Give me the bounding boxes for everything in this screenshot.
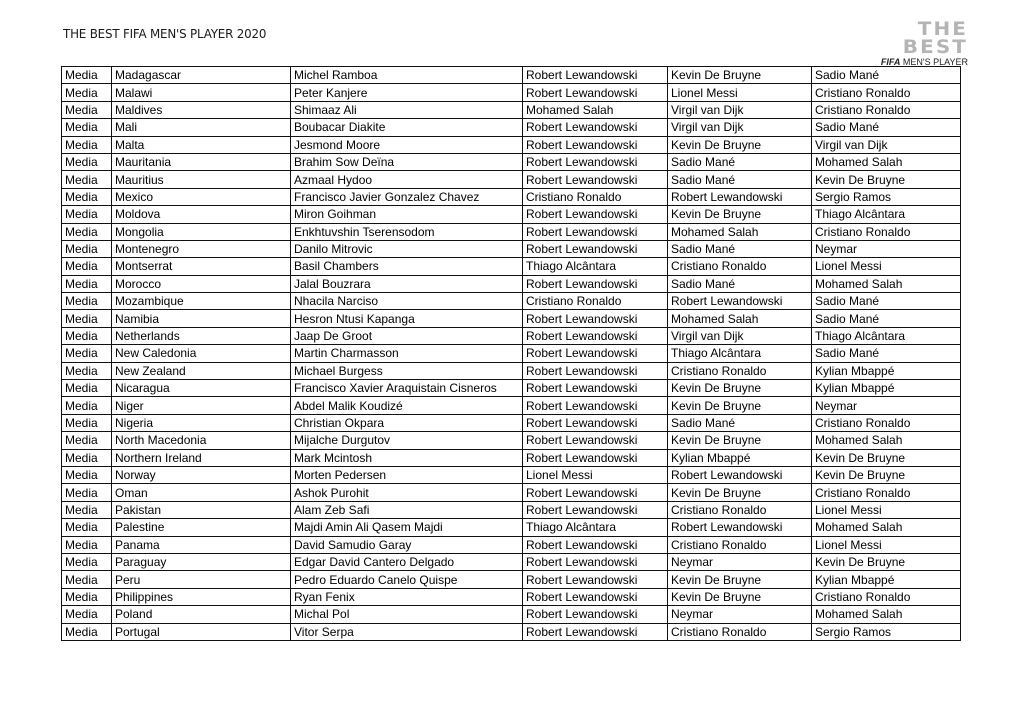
third-choice-cell: Sadio Mané <box>812 310 961 327</box>
voter-cell: David Samudio Garay <box>291 536 523 553</box>
first-choice-cell: Robert Lewandowski <box>523 136 668 153</box>
category-cell: Media <box>62 153 112 170</box>
category-cell: Media <box>62 223 112 240</box>
third-choice-cell: Thiago Alcântara <box>812 206 961 223</box>
third-choice-cell: Cristiano Ronaldo <box>812 84 961 101</box>
second-choice-cell: Kylian Mbappé <box>668 449 812 466</box>
second-choice-cell: Virgil van Dijk <box>668 327 812 344</box>
voter-cell: Mijalche Durgutov <box>291 432 523 449</box>
second-choice-cell: Sadio Mané <box>668 240 812 257</box>
category-cell: Media <box>62 588 112 605</box>
second-choice-cell: Virgil van Dijk <box>668 101 812 118</box>
third-choice-cell: Lionel Messi <box>812 501 961 518</box>
country-cell: Poland <box>112 606 291 623</box>
voter-cell: Jesmond Moore <box>291 136 523 153</box>
first-choice-cell: Thiago Alcântara <box>523 519 668 536</box>
second-choice-cell: Robert Lewandowski <box>668 293 812 310</box>
table-row <box>62 362 961 379</box>
third-choice-cell: Neymar <box>812 397 961 414</box>
table-row <box>62 223 961 240</box>
table-row <box>62 310 961 327</box>
second-choice-cell: Thiago Alcântara <box>668 345 812 362</box>
first-choice-cell: Cristiano Ronaldo <box>523 293 668 310</box>
third-choice-cell: Lionel Messi <box>812 258 961 275</box>
second-choice-cell: Kevin De Bruyne <box>668 571 812 588</box>
voter-cell: Nhacila Narciso <box>291 293 523 310</box>
third-choice-cell: Cristiano Ronaldo <box>812 414 961 431</box>
first-choice-cell: Robert Lewandowski <box>523 449 668 466</box>
table-row <box>62 623 961 640</box>
third-choice-cell: Virgil van Dijk <box>812 136 961 153</box>
second-choice-cell: Kevin De Bruyne <box>668 588 812 605</box>
country-cell: New Zealand <box>112 362 291 379</box>
second-choice-cell: Lionel Messi <box>668 84 812 101</box>
category-cell: Media <box>62 101 112 118</box>
country-cell: Nigeria <box>112 414 291 431</box>
country-cell: Portugal <box>112 623 291 640</box>
third-choice-cell: Kylian Mbappé <box>812 362 961 379</box>
first-choice-cell: Robert Lewandowski <box>523 606 668 623</box>
table-row <box>62 240 961 257</box>
table-row <box>62 136 961 153</box>
table-row <box>62 293 961 310</box>
second-choice-cell: Robert Lewandowski <box>668 188 812 205</box>
table-row <box>62 432 961 449</box>
table-row <box>62 397 961 414</box>
country-cell: Nicaragua <box>112 380 291 397</box>
voter-cell: Boubacar Diakite <box>291 119 523 136</box>
category-cell: Media <box>62 466 112 483</box>
first-choice-cell: Robert Lewandowski <box>523 310 668 327</box>
country-cell: Palestine <box>112 519 291 536</box>
second-choice-cell: Sadio Mané <box>668 171 812 188</box>
category-cell: Media <box>62 380 112 397</box>
third-choice-cell: Mohamed Salah <box>812 606 961 623</box>
table-row <box>62 345 961 362</box>
category-cell: Media <box>62 293 112 310</box>
table-row <box>62 119 961 136</box>
category-cell: Media <box>62 345 112 362</box>
third-choice-cell: Mohamed Salah <box>812 519 961 536</box>
category-cell: Media <box>62 327 112 344</box>
second-choice-cell: Kevin De Bruyne <box>668 206 812 223</box>
country-cell: Niger <box>112 397 291 414</box>
second-choice-cell: Sadio Mané <box>668 153 812 170</box>
logo-wordmark: THE BEST <box>902 18 968 58</box>
first-choice-cell: Robert Lewandowski <box>523 345 668 362</box>
voter-cell: Mark Mcintosh <box>291 449 523 466</box>
category-cell: Media <box>62 206 112 223</box>
voter-cell: Majdi Amin Ali Qasem Majdi <box>291 519 523 536</box>
second-choice-cell: Kevin De Bruyne <box>668 136 812 153</box>
third-choice-cell: Neymar <box>812 240 961 257</box>
country-cell: Mozambique <box>112 293 291 310</box>
third-choice-cell: Cristiano Ronaldo <box>812 588 961 605</box>
first-choice-cell: Robert Lewandowski <box>523 414 668 431</box>
third-choice-cell: Sergio Ramos <box>812 188 961 205</box>
country-cell: Malawi <box>112 84 291 101</box>
category-cell: Media <box>62 449 112 466</box>
table-row <box>62 380 961 397</box>
country-cell: Mali <box>112 119 291 136</box>
country-cell: Oman <box>112 484 291 501</box>
third-choice-cell: Sergio Ramos <box>812 623 961 640</box>
second-choice-cell: Cristiano Ronaldo <box>668 536 812 553</box>
table-row <box>62 258 961 275</box>
first-choice-cell: Robert Lewandowski <box>523 588 668 605</box>
voter-cell: Jalal Bouzrara <box>291 275 523 292</box>
country-cell: Malta <box>112 136 291 153</box>
third-choice-cell: Cristiano Ronaldo <box>812 223 961 240</box>
first-choice-cell: Robert Lewandowski <box>523 275 668 292</box>
table-row <box>62 449 961 466</box>
table-row <box>62 588 961 605</box>
country-cell: Paraguay <box>112 553 291 570</box>
country-cell: Montserrat <box>112 258 291 275</box>
second-choice-cell: Mohamed Salah <box>668 223 812 240</box>
third-choice-cell: Sadio Mané <box>812 293 961 310</box>
voter-cell: Brahim Sow Deïna <box>291 153 523 170</box>
third-choice-cell: Sadio Mané <box>812 119 961 136</box>
voter-cell: Morten Pedersen <box>291 466 523 483</box>
voter-cell: Hesron Ntusi Kapanga <box>291 310 523 327</box>
first-choice-cell: Robert Lewandowski <box>523 223 668 240</box>
third-choice-cell: Kevin De Bruyne <box>812 466 961 483</box>
voter-cell: Peter Kanjere <box>291 84 523 101</box>
votes-table-body <box>62 67 961 641</box>
second-choice-cell: Sadio Mané <box>668 414 812 431</box>
country-cell: Morocco <box>112 275 291 292</box>
first-choice-cell: Robert Lewandowski <box>523 84 668 101</box>
table-row <box>62 327 961 344</box>
voter-cell: Azmaal Hydoo <box>291 171 523 188</box>
voter-cell: Ashok Purohit <box>291 484 523 501</box>
voter-cell: Miron Goihman <box>291 206 523 223</box>
first-choice-cell: Cristiano Ronaldo <box>523 188 668 205</box>
the-best-logo <box>858 18 968 67</box>
third-choice-cell: Mohamed Salah <box>812 275 961 292</box>
first-choice-cell: Robert Lewandowski <box>523 327 668 344</box>
category-cell: Media <box>62 136 112 153</box>
country-cell: Peru <box>112 571 291 588</box>
voter-cell: Danilo Mitrovic <box>291 240 523 257</box>
country-cell: Maldives <box>112 101 291 118</box>
category-cell: Media <box>62 258 112 275</box>
third-choice-cell: Cristiano Ronaldo <box>812 484 961 501</box>
category-cell: Media <box>62 240 112 257</box>
country-cell: Namibia <box>112 310 291 327</box>
second-choice-cell: Robert Lewandowski <box>668 466 812 483</box>
third-choice-cell: Kylian Mbappé <box>812 380 961 397</box>
second-choice-cell: Cristiano Ronaldo <box>668 362 812 379</box>
second-choice-cell: Cristiano Ronaldo <box>668 623 812 640</box>
category-cell: Media <box>62 536 112 553</box>
country-cell: Philippines <box>112 588 291 605</box>
voter-cell: Michal Pol <box>291 606 523 623</box>
first-choice-cell: Lionel Messi <box>523 466 668 483</box>
table-row <box>62 519 961 536</box>
table-row <box>62 536 961 553</box>
category-cell: Media <box>62 414 112 431</box>
category-cell: Media <box>62 519 112 536</box>
third-choice-cell: Sadio Mané <box>812 67 961 84</box>
third-choice-cell: Mohamed Salah <box>812 153 961 170</box>
second-choice-cell: Kevin De Bruyne <box>668 380 812 397</box>
third-choice-cell: Thiago Alcântara <box>812 327 961 344</box>
table-row <box>62 171 961 188</box>
category-cell: Media <box>62 397 112 414</box>
table-row <box>62 206 961 223</box>
third-choice-cell: Cristiano Ronaldo <box>812 101 961 118</box>
country-cell: Pakistan <box>112 501 291 518</box>
country-cell: Northern Ireland <box>112 449 291 466</box>
first-choice-cell: Robert Lewandowski <box>523 397 668 414</box>
country-cell: Norway <box>112 466 291 483</box>
voter-cell: Michael Burgess <box>291 362 523 379</box>
category-cell: Media <box>62 484 112 501</box>
first-choice-cell: Thiago Alcântara <box>523 258 668 275</box>
second-choice-cell: Cristiano Ronaldo <box>668 258 812 275</box>
first-choice-cell: Robert Lewandowski <box>523 553 668 570</box>
table-row <box>62 84 961 101</box>
second-choice-cell: Neymar <box>668 553 812 570</box>
table-row <box>62 188 961 205</box>
voter-cell: Michel Ramboa <box>291 67 523 84</box>
category-cell: Media <box>62 501 112 518</box>
third-choice-cell: Kevin De Bruyne <box>812 553 961 570</box>
second-choice-cell: Mohamed Salah <box>668 310 812 327</box>
voter-cell: Martin Charmasson <box>291 345 523 362</box>
first-choice-cell: Robert Lewandowski <box>523 484 668 501</box>
voter-cell: Abdel Malik Koudizé <box>291 397 523 414</box>
category-cell: Media <box>62 188 112 205</box>
third-choice-cell: Kevin De Bruyne <box>812 171 961 188</box>
voter-cell: Francisco Xavier Araquistain Cisneros <box>291 380 523 397</box>
table-row <box>62 466 961 483</box>
voter-cell: Shimaaz Ali <box>291 101 523 118</box>
table-row <box>62 275 961 292</box>
category-cell: Media <box>62 553 112 570</box>
first-choice-cell: Robert Lewandowski <box>523 119 668 136</box>
table-row <box>62 484 961 501</box>
country-cell: New Caledonia <box>112 345 291 362</box>
third-choice-cell: Mohamed Salah <box>812 432 961 449</box>
second-choice-cell: Robert Lewandowski <box>668 519 812 536</box>
category-cell: Media <box>62 571 112 588</box>
category-cell: Media <box>62 432 112 449</box>
first-choice-cell: Robert Lewandowski <box>523 171 668 188</box>
country-cell: Madagascar <box>112 67 291 84</box>
first-choice-cell: Robert Lewandowski <box>523 240 668 257</box>
first-choice-cell: Robert Lewandowski <box>523 432 668 449</box>
second-choice-cell: Neymar <box>668 606 812 623</box>
country-cell: Mexico <box>112 188 291 205</box>
voter-cell: Christian Okpara <box>291 414 523 431</box>
category-cell: Media <box>62 275 112 292</box>
country-cell: Montenegro <box>112 240 291 257</box>
table-row <box>62 153 961 170</box>
table-row <box>62 606 961 623</box>
country-cell: Netherlands <box>112 327 291 344</box>
second-choice-cell: Kevin De Bruyne <box>668 67 812 84</box>
first-choice-cell: Robert Lewandowski <box>523 623 668 640</box>
first-choice-cell: Robert Lewandowski <box>523 501 668 518</box>
second-choice-cell: Kevin De Bruyne <box>668 397 812 414</box>
voter-cell: Enkhtuvshin Tserensodom <box>291 223 523 240</box>
third-choice-cell: Kevin De Bruyne <box>812 449 961 466</box>
second-choice-cell: Virgil van Dijk <box>668 119 812 136</box>
first-choice-cell: Robert Lewandowski <box>523 380 668 397</box>
voter-cell: Edgar David Cantero Delgado <box>291 553 523 570</box>
category-cell: Media <box>62 119 112 136</box>
first-choice-cell: Robert Lewandowski <box>523 153 668 170</box>
logo-sub-text: MEN'S PLAYER <box>900 57 968 67</box>
first-choice-cell: Robert Lewandowski <box>523 67 668 84</box>
third-choice-cell: Lionel Messi <box>812 536 961 553</box>
voter-cell: Alam Zeb Safi <box>291 501 523 518</box>
country-cell: Mongolia <box>112 223 291 240</box>
logo-brand: FIFA <box>880 57 901 67</box>
voter-cell: Pedro Eduardo Canelo Quispe <box>291 571 523 588</box>
first-choice-cell: Robert Lewandowski <box>523 536 668 553</box>
voter-cell: Francisco Javier Gonzalez Chavez <box>291 188 523 205</box>
second-choice-cell: Kevin De Bruyne <box>668 484 812 501</box>
second-choice-cell: Cristiano Ronaldo <box>668 501 812 518</box>
first-choice-cell: Robert Lewandowski <box>523 362 668 379</box>
voter-cell: Jaap De Groot <box>291 327 523 344</box>
category-cell: Media <box>62 310 112 327</box>
voter-cell: Basil Chambers <box>291 258 523 275</box>
category-cell: Media <box>62 171 112 188</box>
country-cell: Panama <box>112 536 291 553</box>
country-cell: Mauritania <box>112 153 291 170</box>
category-cell: Media <box>62 67 112 84</box>
voter-cell: Vitor Serpa <box>291 623 523 640</box>
second-choice-cell: Sadio Mané <box>668 275 812 292</box>
third-choice-cell: Kylian Mbappé <box>812 571 961 588</box>
first-choice-cell: Robert Lewandowski <box>523 571 668 588</box>
third-choice-cell: Sadio Mané <box>812 345 961 362</box>
table-row <box>62 67 961 84</box>
category-cell: Media <box>62 84 112 101</box>
second-choice-cell: Kevin De Bruyne <box>668 432 812 449</box>
table-row <box>62 414 961 431</box>
country-cell: Mauritius <box>112 171 291 188</box>
category-cell: Media <box>62 606 112 623</box>
country-cell: Moldova <box>112 206 291 223</box>
category-cell: Media <box>62 362 112 379</box>
document-title: THE BEST FIFA MEN'S PLAYER 2020 <box>63 26 267 41</box>
table-row <box>62 571 961 588</box>
first-choice-cell: Robert Lewandowski <box>523 206 668 223</box>
voter-cell: Ryan Fenix <box>291 588 523 605</box>
table-row <box>62 553 961 570</box>
table-row <box>62 101 961 118</box>
table-row <box>62 501 961 518</box>
category-cell: Media <box>62 623 112 640</box>
first-choice-cell: Mohamed Salah <box>523 101 668 118</box>
votes-table <box>61 66 961 641</box>
country-cell: North Macedonia <box>112 432 291 449</box>
